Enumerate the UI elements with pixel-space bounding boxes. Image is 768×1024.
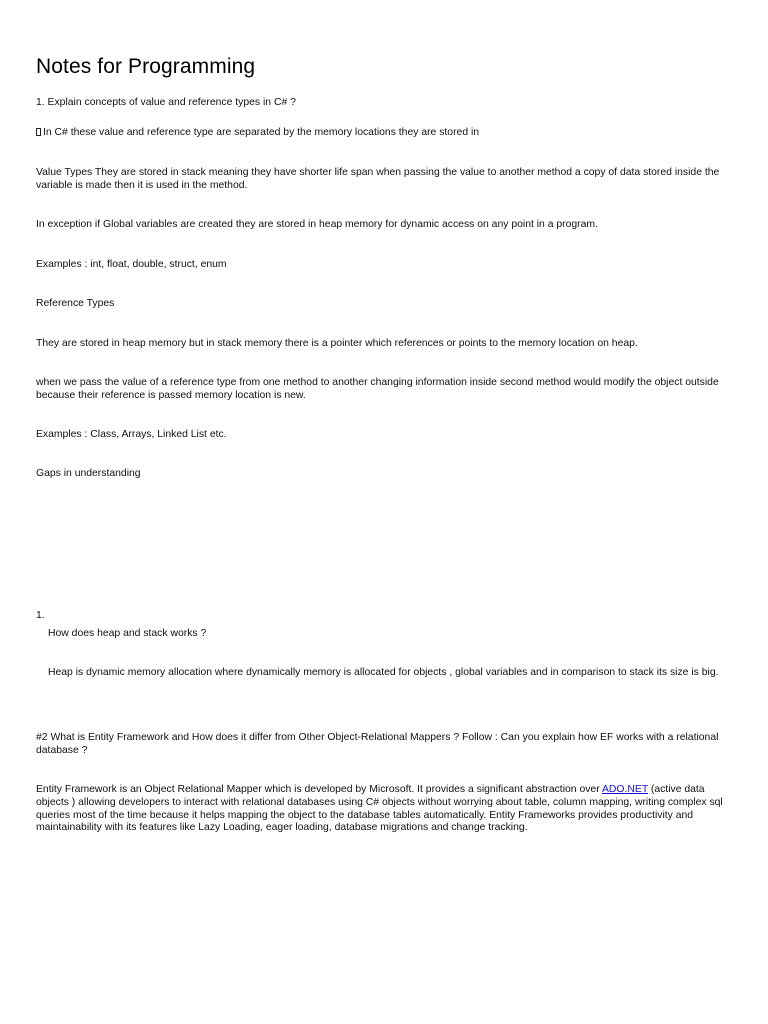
question-1-intro-text: In C# these value and reference type are separated by the memory locations they are stored in [43,127,480,138]
ef-text-before-link: Entity Framework is an Object Relational Mapper which is developed by Microsoft. It provides a significant abstraction over [36,784,602,795]
value-types-examples: Examples : int, float, double, struct, enum [36,259,227,270]
question-1: 1. Explain concepts of value and reference types in C# ? [36,97,296,108]
page-title: Notes for Programming [36,55,256,78]
ado-net-link[interactable]: ADO.NET [601,784,648,795]
heap-stack-question: How does heap and stack works ? [48,628,207,639]
reference-types-heading: Reference Types [36,298,115,309]
question-1-intro-paragraph [36,127,732,140]
list-number: 1. [36,610,45,621]
value-types-paragraph: Value Types They are stored in stack meaning they have shorter life span when passing the value to another method a copy of data stored inside the variable is made then it is used in the method. [36,167,720,191]
reference-types-examples: Examples : Class, Arrays, Linked List etc. [36,429,227,440]
reference-types-passing: when we pass the value of a reference type from one method to another changing information inside second method would modify the object outside because their reference is passed memory location is new. [36,377,719,401]
entity-framework-answer [36,784,732,835]
reference-types-storage: They are stored in heap memory but in stack memory there is a pointer which references or points to the memory location on heap. [36,338,638,349]
missing-glyph-icon [36,128,41,136]
global-variables-exception: In exception if Global variables are created they are stored in heap memory for dynamic access on any point in a program. [36,219,598,230]
gaps-heading: Gaps in understanding [36,468,141,479]
ef-text-after-link: (active data objects ) allowing developers to interact with relational databases using C# objects without worrying about table, column mapping, writing complex sql queries most of the time because it helps mapping the object to the database tables automatically. Entity Frameworks provides productivity and maintainability with its features like Lazy Loading, eager loading, database migrations and change tracking. [36,784,723,834]
question-2: #2 What is Entity Framework and How does it differ from Other Object-Relational Mappers ? Follow : Can you explain how EF works with a relational database ? [36,732,719,756]
heap-answer: Heap is dynamic memory allocation where dynamically memory is allocated for objects , global variables and in comparison to stack its size is big. [48,667,719,678]
